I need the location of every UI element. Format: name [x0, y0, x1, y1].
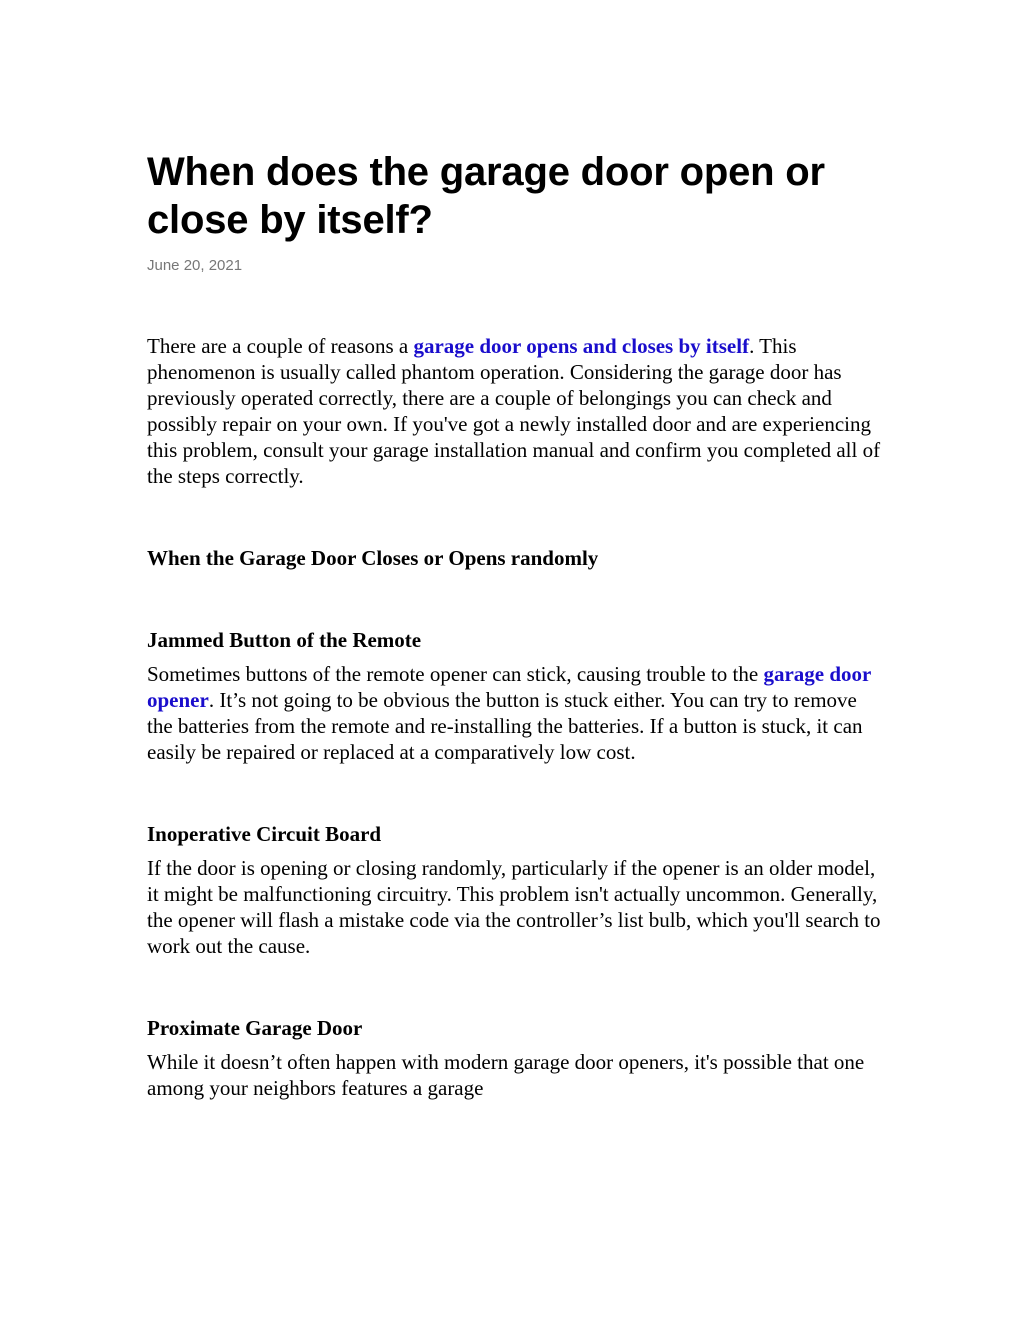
jammed-text-start: Sometimes buttons of the remote opener can stick, causing trouble to the	[147, 662, 764, 686]
subheading-jammed-button: Jammed Button of the Remote	[147, 628, 422, 652]
jammed-button-paragraph	[147, 661, 887, 765]
section-heading: When the Garage Door Closes or Opens randomly	[147, 546, 599, 570]
intro-text-start: There are a couple of reasons a	[147, 334, 414, 358]
garage-door-opener-link[interactable]: garage door opener	[147, 662, 871, 712]
article-date: June 20, 2021	[147, 257, 243, 274]
intro-text-end: . This phenomenon is usually called phantom operation. Considering the garage door has previously operated correctly, there are a couple of belongings you can check and possibly repair on your own. If you've got a newly installed door and are experiencing this problem, consult your garage installation manual and confirm you completed all of the steps correctly.	[147, 334, 881, 488]
circuit-board-paragraph: If the door is opening or closing randomly, particularly if the opener is an older model, it might be malfunctioning circuitry. This problem isn't actually uncommon. Generally, the opener will flash a mistake code via the controller’s list bulb, which you'll search to work out the cause.	[147, 856, 881, 958]
jammed-text-end: . It’s not going to be obvious the button is stuck either. You can try to remove the batteries from the remote and re-installing the batteries. If a button is stuck, it can easily be repaired or replaced at a comparatively low cost.	[147, 688, 863, 764]
intro-paragraph	[147, 333, 887, 489]
garage-door-opens-closes-link[interactable]: garage door opens and closes by itself	[413, 334, 750, 358]
subheading-proximate-door: Proximate Garage Door	[147, 1016, 363, 1040]
article	[147, 148, 887, 1101]
article-title: When does the garage door open or close by itself?	[147, 150, 825, 242]
subheading-circuit-board: Inoperative Circuit Board	[147, 822, 382, 846]
proximate-door-paragraph: While it doesn’t often happen with modern garage door openers, it's possible that one among your neighbors features a garage	[147, 1050, 865, 1100]
